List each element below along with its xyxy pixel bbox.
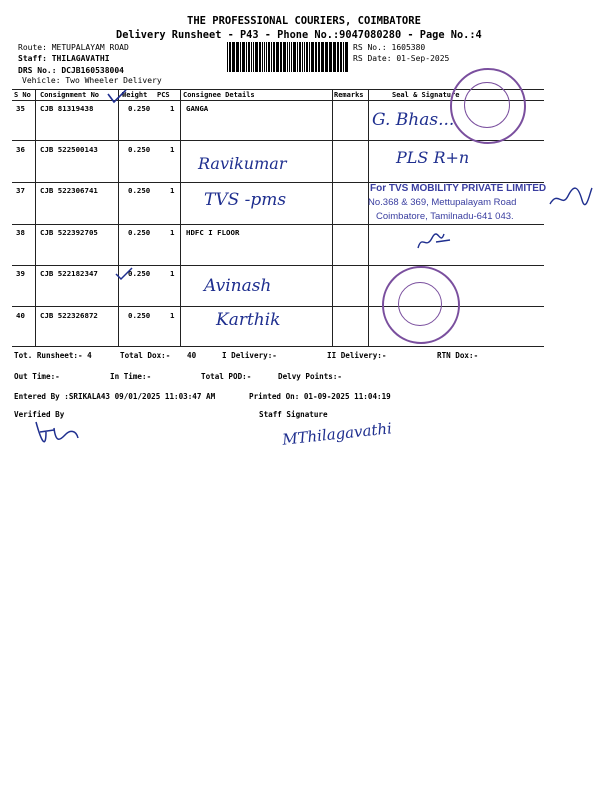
row-consignee: Ravikumar [198,154,287,173]
row-consignee: TVS -pms [204,190,287,210]
first-delivery: I Delivery:- [222,351,277,360]
row-divider [12,265,544,266]
route-text: Route: METUPALAYAM ROAD [18,43,129,52]
in-time: In Time:- [110,372,152,381]
row-weight: 0.250 [128,104,151,113]
col-header-signature: Seal & Signature [392,91,460,99]
row-consignee: GANGA [186,104,209,113]
row-consignment: CJB 81319438 [40,104,94,113]
row-divider [12,306,544,307]
delvy-points: Delvy Points:- [278,372,343,381]
verifier-signature-icon [32,418,82,450]
row-weight: 0.250 [128,186,151,195]
total-pod: Total POD:- [201,372,252,381]
row-sno: 38 [16,228,25,237]
second-delivery: II Delivery:- [327,351,387,360]
row-pcs: 1 [170,104,175,113]
row-consignment: CJB 522306741 [40,186,98,195]
row-sno: 36 [16,145,25,154]
row-consignment: CJB 522500143 [40,145,98,154]
tvs-stamp-line3: Coimbatore, Tamilnadu-641 043. [376,211,514,222]
row-pcs: 1 [170,186,175,195]
tvs-stamp-line1: For TVS MOBILITY PRIVATE LIMITED [370,183,547,194]
col-divider [118,89,119,346]
staff-text: Staff: THILAGAVATHI [18,54,110,63]
row-sno: 35 [16,104,25,113]
col-header-weight: Weight [122,91,148,99]
col-header-pcs: PCS [157,91,170,99]
tick-mark-icon [106,88,128,106]
row-pcs: 1 [170,269,175,278]
row-pcs: 1 [170,228,175,237]
runsheet-title: Delivery Runsheet - P43 - Phone No.:9047080280 - Page No.:4 [116,29,482,41]
printed-on: Printed On: 01-09-2025 11:04:19 [249,392,391,401]
col-divider [368,89,369,346]
company-title: THE PROFESSIONAL COURIERS, COIMBATORE [187,15,421,27]
row-consignee: HDFC I FLOOR [186,228,240,237]
drs-text: DRS No.: DCJB160538004 [18,66,124,75]
row-pcs: 1 [170,145,175,154]
vehicle-text: Vehicle: Two Wheeler Delivery [22,76,162,85]
row-consignee: Avinash [204,276,272,296]
rs-no-text: RS No.: 1605380 [353,43,426,52]
col-divider [35,89,36,346]
row-weight: 0.250 [128,228,151,237]
staff-signature-hand: MThilagavathi [281,419,393,449]
staff-signature-label: Staff Signature [259,410,328,419]
row-pcs: 1 [170,311,175,320]
rs-date-text: RS Date: 01-Sep-2025 [353,54,450,63]
signature-scribble-icon [414,228,454,254]
seal-stamp-inner [464,82,510,128]
seal-stamp-inner [398,282,442,326]
col-header-consignee: Consignee Details [183,91,255,99]
row-sno: 39 [16,269,25,278]
row-weight: 0.250 [128,311,151,320]
row-consignment: CJB 522182347 [40,269,98,278]
total-dox-value: 40 [187,351,197,360]
barcode-icon [227,42,351,72]
total-runsheet: Tot. Runsheet:- 4 [14,351,92,360]
table-bottom-border [12,346,544,347]
tick-mark-icon [114,266,134,282]
col-header-remarks: Remarks [334,91,364,99]
row-sno: 40 [16,311,25,320]
out-time: Out Time:- [14,372,60,381]
entered-by: Entered By :SRIKALA43 09/01/2025 11:03:47 AM [14,392,216,401]
row-weight: 0.250 [128,269,151,278]
col-divider [332,89,333,346]
row-divider [12,140,544,141]
tvs-stamp-line2: No.368 & 369, Mettupalayam Road [368,197,517,208]
row-sno: 37 [16,186,25,195]
col-header-consignment: Consignment No [40,91,100,99]
row-signature: PLS R+n [396,148,470,167]
row-signature: G. Bhas... [372,110,455,130]
col-header-sno: S No [14,91,31,99]
row-weight: 0.250 [128,145,151,154]
row-consignment: CJB 522326872 [40,311,98,320]
row-divider [12,224,544,225]
row-consignee: Karthik [216,310,281,330]
row-consignment: CJB 522392705 [40,228,98,237]
rtn-dox: RTN Dox:- [437,351,479,360]
signature-scribble-icon [548,182,594,212]
verified-by-label: Verified By [14,410,65,419]
col-divider [180,89,181,346]
total-dox-label: Total Dox:- [120,351,171,360]
